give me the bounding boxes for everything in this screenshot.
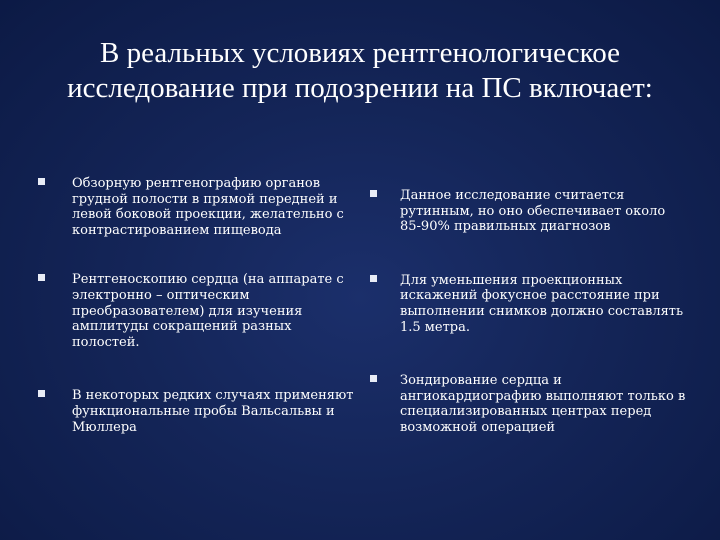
bullet-item [38, 272, 358, 350]
bullet-text: В некоторых редких случаях применяют функциональные пробы Вальсальвы и Мюллера [72, 388, 354, 435]
bullet-item [38, 388, 358, 435]
right-bullet-list [370, 188, 686, 474]
bullet-text: Обзорную рентгенографию органов грудной полости в прямой передней и левой боковой проекции, желательно с контрастированием пищевода [72, 176, 344, 238]
bullet-text: Зондирование сердца и ангиокардиографию выполняют только в специализированных центрах перед возможной операцией [400, 373, 686, 435]
bullet-item [370, 188, 686, 235]
square-bullet-icon [370, 190, 377, 197]
bullet-item [370, 373, 686, 435]
square-bullet-icon [38, 274, 45, 281]
square-bullet-icon [38, 178, 45, 185]
bullet-text: Данное исследование считается рутинным, но оно обеспечивает около 85-90% правильных диагнозов [400, 188, 666, 235]
left-bullet-list [38, 176, 358, 469]
square-bullet-icon [370, 275, 377, 282]
bullet-item [38, 176, 358, 238]
slide-title: В реальных условиях рентгенологическое исследование при подозрении на ПС включает: [67, 37, 653, 104]
bullet-text: Для уменьшения проекционных искажений фокусное расстояние при выполнении снимков должно составлять 1.5 метра. [400, 272, 684, 335]
bullet-item [370, 273, 686, 335]
bullet-text: Рентгеноскопию сердца (на аппарате с электронно – оптическим преобразователем) для изучения амплитуды сокращений разных полостей. [72, 272, 344, 350]
square-bullet-icon [370, 375, 377, 382]
square-bullet-icon [38, 390, 45, 397]
